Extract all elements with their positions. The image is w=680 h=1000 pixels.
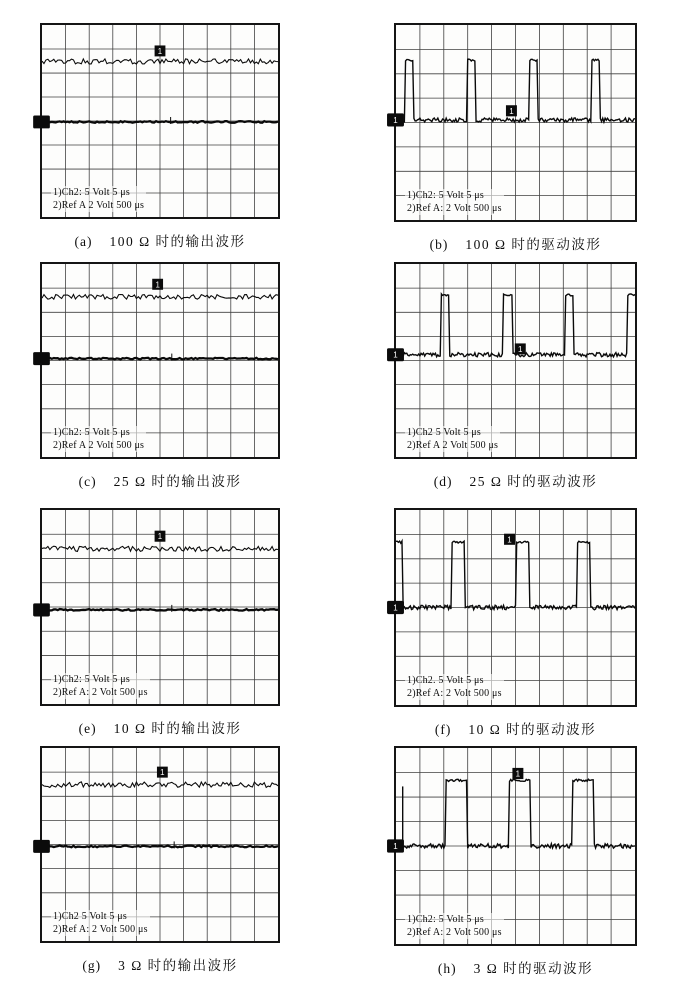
panel-caption — [40, 717, 280, 737]
caption-label: (d) — [433, 474, 453, 489]
scope-readout — [51, 910, 150, 936]
readout-line: 1)Ch2 5 Volt 5 μs — [53, 911, 127, 922]
readout-line: 1)Ch2. 5 Volt 5 μs — [407, 675, 484, 686]
scope-panel-f — [394, 508, 637, 738]
panel-caption — [40, 470, 280, 490]
marker-label: 1 — [509, 106, 514, 116]
readout-line: 1)Ch2: 5 Volt 5 μs — [53, 187, 130, 198]
scope-readout — [405, 189, 504, 215]
caption-label: (h) — [437, 961, 457, 976]
panel-caption — [40, 230, 280, 250]
scope-readout — [51, 186, 146, 212]
readout-line: 2)Ref A: 2 Volt 500 μs — [407, 203, 502, 214]
readout-line: 1)Ch2: 5 Volt 5 μs — [407, 914, 484, 925]
left-edge-trace-marker-icon — [33, 352, 50, 365]
caption-label: (f) — [434, 722, 452, 737]
scope-readout — [51, 673, 150, 699]
oscilloscope-screen — [40, 508, 280, 706]
scope-panel-c — [40, 262, 280, 490]
scope-readout — [405, 674, 504, 700]
panel-caption — [394, 957, 637, 977]
scope-panel-e — [40, 508, 280, 737]
readout-line: 1)Ch2: 5 Volt 5 μs — [53, 674, 130, 685]
readout-line: 1)Ch2: 5 Volt 5 μs — [407, 190, 484, 201]
scope-panel-h — [394, 746, 637, 977]
marker-label: 1 — [393, 841, 398, 852]
panel-caption — [394, 718, 637, 738]
oscilloscope-screen — [40, 746, 280, 943]
marker-label: 1 — [393, 603, 398, 613]
readout-line: 1)Ch2: 5 Volt 5 μs — [53, 427, 130, 438]
marker-label: 1 — [155, 280, 160, 290]
oscilloscope-screen — [40, 23, 280, 219]
marker-label: 1 — [518, 344, 523, 354]
caption-text: 25 Ω 时的驱动波形 — [469, 474, 598, 489]
scope-readout — [405, 913, 504, 939]
marker-label: 1 — [393, 115, 398, 126]
oscilloscope-screen — [394, 746, 637, 946]
ref-a-trace — [42, 846, 278, 848]
caption-text: 10 Ω 时的输出波形 — [113, 721, 242, 736]
caption-label: (g) — [82, 958, 102, 973]
readout-line: 2)Ref A 2 Volt 500 μs — [53, 200, 145, 211]
left-edge-trace-marker-icon — [33, 603, 50, 616]
readout-line: 2)Ref A: 2 Volt 500 μs — [407, 927, 502, 938]
scope-panel-a — [40, 23, 280, 250]
marker-label: 1 — [160, 768, 165, 778]
scope-readout — [405, 426, 500, 452]
marker-label: 1 — [157, 532, 163, 542]
scope-panel-b — [394, 23, 637, 253]
caption-label: (b) — [429, 237, 449, 252]
left-edge-trace-marker-icon — [33, 115, 50, 128]
caption-text: 100 Ω 时的输出波形 — [109, 234, 246, 249]
oscilloscope-screen — [40, 262, 280, 459]
caption-text: 100 Ω 时的驱动波形 — [465, 237, 602, 252]
ref-a-trace — [42, 609, 278, 611]
oscilloscope-screen — [394, 262, 637, 459]
caption-text: 3 Ω 时的输出波形 — [118, 958, 238, 973]
readout-line: 2)Ref A: 2 Volt 500 μs — [53, 687, 148, 698]
caption-label: (c) — [78, 474, 97, 489]
marker-label: 1 — [515, 769, 521, 779]
panel-caption — [394, 233, 637, 253]
scope-readout — [51, 426, 146, 452]
marker-label: 1 — [507, 535, 512, 545]
scope-panel-d — [394, 262, 637, 490]
caption-text: 25 Ω 时的输出波形 — [113, 474, 242, 489]
ref-a-trace — [42, 358, 278, 360]
readout-line: 2)Ref A: 2 Volt 500 μs — [53, 924, 148, 935]
panel-caption — [394, 470, 637, 490]
left-edge-trace-marker-icon — [33, 840, 50, 853]
ref-a-trace — [42, 121, 278, 123]
marker-label: 1 — [157, 46, 163, 56]
marker-label: 1 — [393, 350, 398, 360]
readout-line: 1)Ch2 5 Volt 5 μs — [407, 427, 481, 438]
caption-text: 10 Ω 时的驱动波形 — [468, 722, 597, 737]
readout-line: 2)Ref A: 2 Volt 500 μs — [407, 688, 502, 699]
readout-line: 2)Ref A 2 Volt 500 μs — [407, 440, 499, 451]
caption-text: 3 Ω 时的驱动波形 — [473, 961, 594, 976]
readout-line: 2)Ref A 2 Volt 500 μs — [53, 440, 145, 451]
caption-label: (a) — [74, 234, 93, 249]
oscilloscope-screen — [394, 508, 637, 707]
scope-panel-g — [40, 746, 280, 974]
caption-label: (e) — [78, 721, 97, 736]
oscilloscope-screen — [394, 23, 637, 222]
panel-caption — [40, 954, 280, 974]
